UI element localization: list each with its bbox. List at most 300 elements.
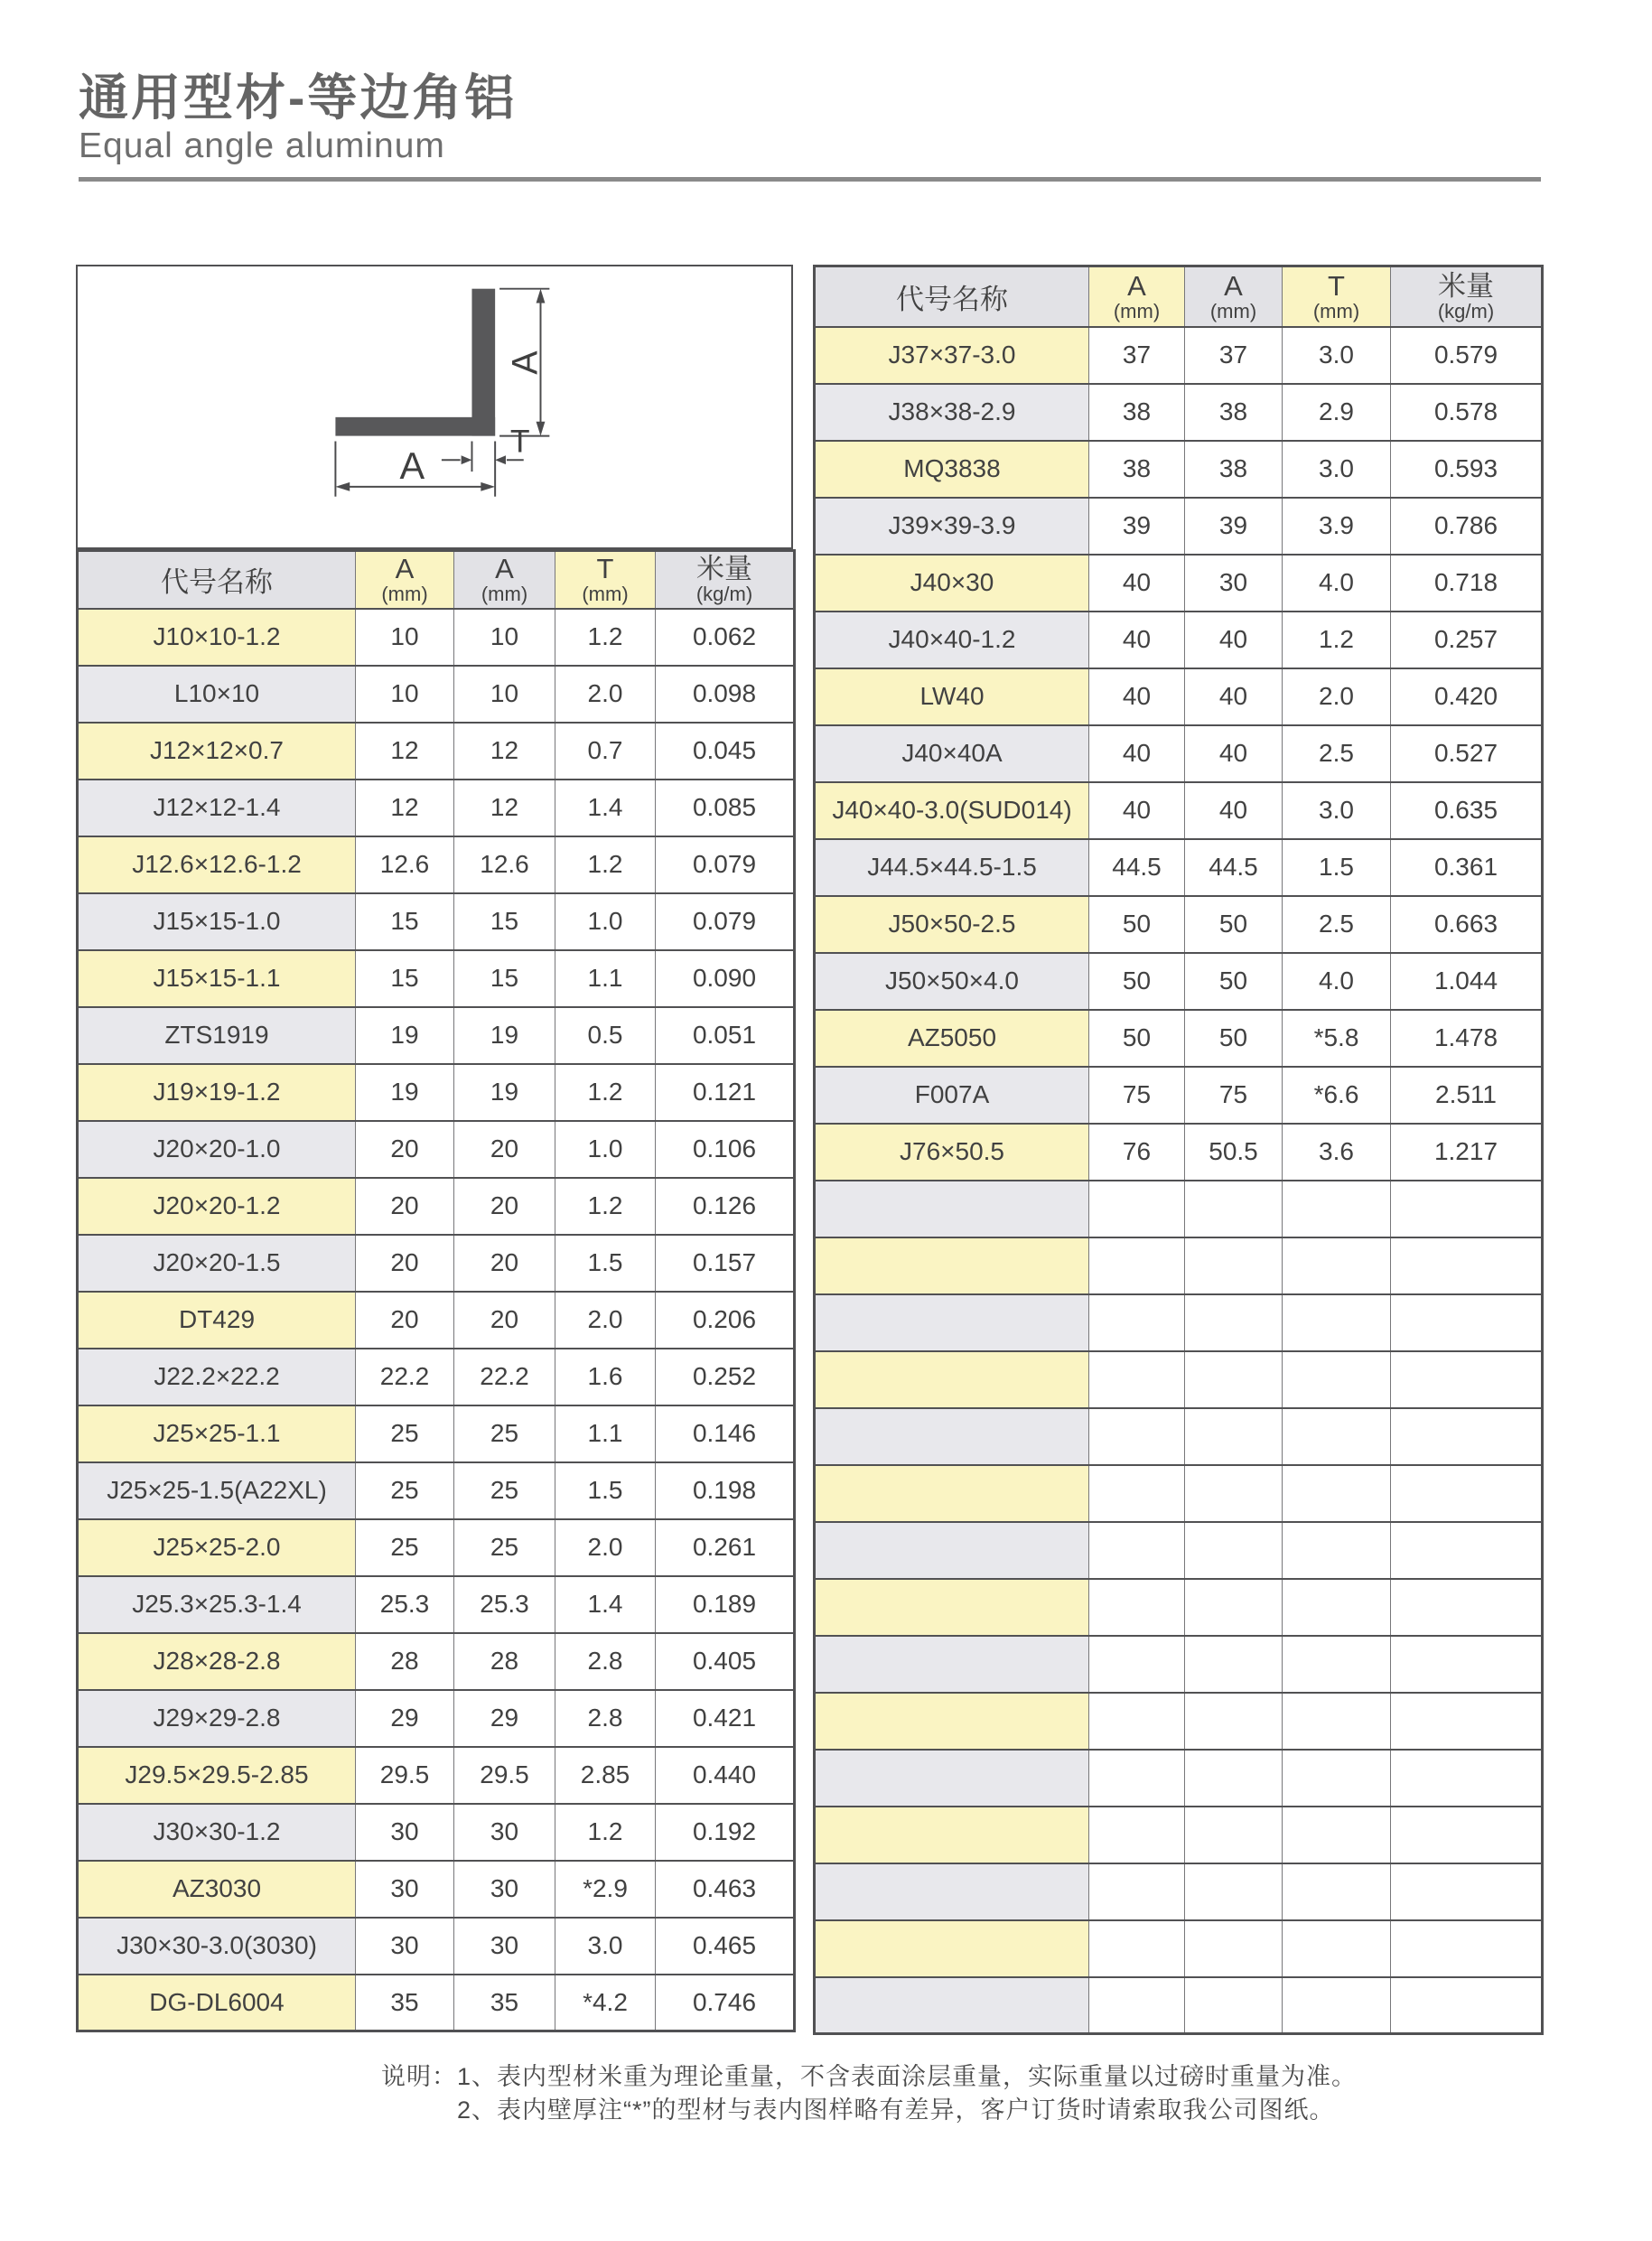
value-cell	[1089, 1465, 1185, 1522]
column-header-code: 代号名称	[815, 266, 1089, 327]
value-cell	[1391, 1294, 1543, 1351]
value-cell: 0.421	[656, 1690, 795, 1747]
value-cell: 29.5	[454, 1747, 555, 1804]
value-cell	[1089, 1807, 1185, 1863]
value-cell	[1185, 1522, 1283, 1579]
value-cell: 25	[356, 1405, 454, 1462]
value-cell: 37	[1089, 327, 1185, 384]
value-cell	[1391, 1181, 1543, 1237]
value-cell: 28	[356, 1633, 454, 1690]
value-cell	[1185, 1181, 1283, 1237]
value-cell: 3.0	[1283, 327, 1391, 384]
value-cell: 38	[1185, 384, 1283, 441]
column-header-t: T (mm)	[1283, 266, 1391, 327]
value-cell: 1.0	[555, 1121, 656, 1178]
profile-code-cell: J40×30	[815, 555, 1089, 612]
value-cell	[1391, 1807, 1543, 1863]
value-cell: 75	[1089, 1067, 1185, 1124]
value-cell: 35	[454, 1975, 555, 2031]
value-cell	[1089, 1294, 1185, 1351]
profile-code-cell: DT429	[78, 1292, 356, 1349]
table-row	[78, 1121, 795, 1178]
profile-code-cell: J12.6×12.6-1.2	[78, 836, 356, 893]
value-cell: 12.6	[356, 836, 454, 893]
value-cell	[1089, 1408, 1185, 1465]
column-header-a1: A (mm)	[356, 551, 454, 609]
header-row	[815, 266, 1543, 327]
table-row	[78, 950, 795, 1007]
value-cell: 20	[356, 1292, 454, 1349]
value-cell: 1.2	[555, 609, 656, 666]
value-cell: 0.062	[656, 609, 795, 666]
profile-code-cell: J19×19-1.2	[78, 1064, 356, 1121]
value-cell: 25	[356, 1462, 454, 1519]
value-cell: 38	[1089, 441, 1185, 498]
value-cell: *2.9	[555, 1861, 656, 1918]
value-cell: 38	[1185, 441, 1283, 498]
value-cell: 20	[356, 1235, 454, 1292]
value-cell: 0.7	[555, 723, 656, 780]
table-row	[815, 839, 1543, 896]
table-row	[815, 1010, 1543, 1067]
table-row	[78, 1405, 795, 1462]
value-cell: 12	[454, 723, 555, 780]
value-cell: 3.6	[1283, 1124, 1391, 1181]
value-cell: 30	[454, 1861, 555, 1918]
table-row	[815, 782, 1543, 839]
dim-label-horizontal-a: A	[399, 444, 425, 487]
title-divider	[79, 177, 1541, 182]
value-cell: 0.440	[656, 1747, 795, 1804]
value-cell: 1.2	[1283, 612, 1391, 668]
value-cell: 50	[1089, 896, 1185, 953]
notes	[381, 2060, 1357, 2127]
profile-code-cell	[815, 1579, 1089, 1636]
value-cell	[1283, 1522, 1391, 1579]
table-row	[78, 836, 795, 893]
value-cell	[1391, 1863, 1543, 1920]
value-cell: 20	[454, 1121, 555, 1178]
value-cell	[1185, 1807, 1283, 1863]
angle-vertical-leg	[471, 289, 495, 436]
value-cell: 12	[454, 780, 555, 836]
profile-code-cell: J28×28-2.8	[78, 1633, 356, 1690]
value-cell: 30	[356, 1861, 454, 1918]
value-cell: 1.2	[555, 1804, 656, 1861]
profile-code-cell	[815, 1807, 1089, 1863]
value-cell: 15	[356, 893, 454, 950]
profile-code-cell: LW40	[815, 668, 1089, 725]
value-cell	[1089, 1181, 1185, 1237]
value-cell	[1185, 1351, 1283, 1408]
value-cell: 1.5	[555, 1235, 656, 1292]
profile-code-cell: J20×20-1.5	[78, 1235, 356, 1292]
value-cell: 1.1	[555, 1405, 656, 1462]
profile-code-cell: F007A	[815, 1067, 1089, 1124]
table-row	[78, 1349, 795, 1405]
value-cell: 2.0	[555, 1519, 656, 1576]
profile-code-cell	[815, 1636, 1089, 1693]
value-cell: 0.420	[1391, 668, 1543, 725]
value-cell	[1283, 1693, 1391, 1750]
value-cell: 50	[1089, 1010, 1185, 1067]
value-cell: 1.2	[555, 836, 656, 893]
profile-code-cell: DG-DL6004	[78, 1975, 356, 2031]
profile-code-cell	[815, 1863, 1089, 1920]
value-cell: 2.511	[1391, 1067, 1543, 1124]
profile-code-cell: MQ3838	[815, 441, 1089, 498]
table-row	[78, 1292, 795, 1349]
table-row	[815, 327, 1543, 384]
value-cell: 20	[454, 1292, 555, 1349]
value-cell: 39	[1089, 498, 1185, 555]
profile-code-cell: L10×10	[78, 666, 356, 723]
value-cell: 2.0	[555, 1292, 656, 1349]
value-cell: 10	[454, 609, 555, 666]
value-cell	[1283, 1465, 1391, 1522]
value-cell: *4.2	[555, 1975, 656, 2031]
value-cell: 40	[1089, 668, 1185, 725]
column-header-t: T (mm)	[555, 551, 656, 609]
value-cell: 1.0	[555, 893, 656, 950]
value-cell	[1283, 1181, 1391, 1237]
profile-code-cell: J29×29-2.8	[78, 1690, 356, 1747]
value-cell: 40	[1089, 612, 1185, 668]
value-cell: 0.593	[1391, 441, 1543, 498]
table-row	[815, 896, 1543, 953]
value-cell: 0.192	[656, 1804, 795, 1861]
profile-code-cell: J76×50.5	[815, 1124, 1089, 1181]
dimension-lines	[335, 289, 549, 497]
value-cell: 0.121	[656, 1064, 795, 1121]
value-cell	[1283, 1408, 1391, 1465]
value-cell	[1283, 1750, 1391, 1807]
table-row	[815, 498, 1543, 555]
value-cell: 50	[1185, 953, 1283, 1010]
table-row	[815, 1294, 1543, 1351]
header-row	[78, 551, 795, 609]
value-cell: 19	[356, 1064, 454, 1121]
value-cell	[1185, 1693, 1283, 1750]
value-cell: 40	[1185, 668, 1283, 725]
table-row	[78, 1007, 795, 1064]
value-cell: 0.252	[656, 1349, 795, 1405]
value-cell: 40	[1089, 782, 1185, 839]
table-row	[78, 1462, 795, 1519]
table-row	[815, 1408, 1543, 1465]
value-cell: 40	[1089, 725, 1185, 782]
value-cell: 0.257	[1391, 612, 1543, 668]
profile-code-cell	[815, 1693, 1089, 1750]
value-cell: 0.405	[656, 1633, 795, 1690]
value-cell	[1089, 1863, 1185, 1920]
value-cell: 1.2	[555, 1178, 656, 1235]
table-row	[78, 1519, 795, 1576]
table-row	[78, 1747, 795, 1804]
table-row	[815, 1351, 1543, 1408]
value-cell: 2.5	[1283, 725, 1391, 782]
table-row	[815, 953, 1543, 1010]
value-cell: 0.079	[656, 893, 795, 950]
value-cell: 50.5	[1185, 1124, 1283, 1181]
value-cell: 40	[1185, 782, 1283, 839]
value-cell: 19	[454, 1007, 555, 1064]
table-row	[78, 1918, 795, 1975]
value-cell	[1391, 1636, 1543, 1693]
value-cell: 1.5	[555, 1462, 656, 1519]
value-cell: *5.8	[1283, 1010, 1391, 1067]
table-row	[78, 1804, 795, 1861]
table-row	[78, 1064, 795, 1121]
value-cell: 15	[356, 950, 454, 1007]
value-cell: 30	[1185, 555, 1283, 612]
value-cell: 0.079	[656, 836, 795, 893]
value-cell: 12	[356, 723, 454, 780]
value-cell: 20	[356, 1121, 454, 1178]
profile-code-cell: J22.2×22.2	[78, 1349, 356, 1405]
value-cell	[1391, 1977, 1543, 2034]
value-cell: 0.090	[656, 950, 795, 1007]
value-cell: 50	[1185, 1010, 1283, 1067]
value-cell: 0.051	[656, 1007, 795, 1064]
profile-code-cell	[815, 1920, 1089, 1977]
value-cell: 1.2	[555, 1064, 656, 1121]
value-cell: 44.5	[1089, 839, 1185, 896]
table-row	[815, 1636, 1543, 1693]
value-cell: 1.044	[1391, 953, 1543, 1010]
profile-code-cell: J40×40A	[815, 725, 1089, 782]
spec-table-left	[76, 549, 796, 2032]
value-cell: 1.1	[555, 950, 656, 1007]
value-cell: 0.157	[656, 1235, 795, 1292]
profile-code-cell	[815, 1237, 1089, 1294]
note-line-2: 2、表内壁厚注“*”的型材与表内图样略有差异，客户订货时请索取我公司图纸。	[457, 2096, 1335, 2124]
value-cell: 2.8	[555, 1633, 656, 1690]
value-cell: 30	[454, 1804, 555, 1861]
profile-code-cell: J20×20-1.0	[78, 1121, 356, 1178]
column-header-a2: A (mm)	[454, 551, 555, 609]
value-cell: 1.478	[1391, 1010, 1543, 1067]
value-cell: 10	[356, 609, 454, 666]
value-cell: 40	[1185, 612, 1283, 668]
value-cell: 20	[454, 1235, 555, 1292]
table-row	[78, 1178, 795, 1235]
value-cell: 0.578	[1391, 384, 1543, 441]
value-cell: 30	[356, 1918, 454, 1975]
table-row	[815, 384, 1543, 441]
value-cell: 25	[454, 1519, 555, 1576]
profile-code-cell	[815, 1351, 1089, 1408]
column-header-weight: 米量 (kg/m)	[1391, 266, 1543, 327]
value-cell	[1391, 1522, 1543, 1579]
value-cell: 10	[356, 666, 454, 723]
value-cell	[1089, 1636, 1185, 1693]
table-row	[815, 1863, 1543, 1920]
value-cell: 76	[1089, 1124, 1185, 1181]
table-row	[815, 1124, 1543, 1181]
profile-code-cell: J30×30-1.2	[78, 1804, 356, 1861]
value-cell: 4.0	[1283, 555, 1391, 612]
table-row	[78, 1576, 795, 1633]
value-cell: 0.463	[656, 1861, 795, 1918]
value-cell: 20	[454, 1178, 555, 1235]
table-row	[78, 1861, 795, 1918]
profile-code-cell: J37×37-3.0	[815, 327, 1089, 384]
value-cell	[1185, 1237, 1283, 1294]
value-cell: 1.6	[555, 1349, 656, 1405]
profile-code-cell: J10×10-1.2	[78, 609, 356, 666]
value-cell	[1283, 1977, 1391, 2034]
value-cell	[1391, 1579, 1543, 1636]
notes-lines	[457, 2060, 1357, 2127]
value-cell	[1089, 1237, 1185, 1294]
profile-code-cell	[815, 1522, 1089, 1579]
table-row	[815, 1693, 1543, 1750]
value-cell: 35	[356, 1975, 454, 2031]
page-title: 通用型材-等边角铝	[79, 70, 518, 126]
value-cell: 0.718	[1391, 555, 1543, 612]
value-cell: 0.5	[555, 1007, 656, 1064]
column-header-code: 代号名称	[78, 551, 356, 609]
page-subtitle: Equal angle aluminum	[79, 126, 445, 165]
value-cell	[1283, 1807, 1391, 1863]
value-cell: 0.465	[656, 1918, 795, 1975]
value-cell	[1089, 1977, 1185, 2034]
value-cell: *6.6	[1283, 1067, 1391, 1124]
value-cell: 12.6	[454, 836, 555, 893]
value-cell	[1089, 1750, 1185, 1807]
value-cell	[1185, 1636, 1283, 1693]
value-cell: 0.206	[656, 1292, 795, 1349]
value-cell: 37	[1185, 327, 1283, 384]
profile-code-cell: J39×39-3.9	[815, 498, 1089, 555]
value-cell: 3.0	[1283, 782, 1391, 839]
spec-table-right	[813, 265, 1544, 2035]
value-cell	[1283, 1294, 1391, 1351]
value-cell: 0.663	[1391, 896, 1543, 953]
profile-code-cell: J29.5×29.5-2.85	[78, 1747, 356, 1804]
profile-code-cell: J15×15-1.1	[78, 950, 356, 1007]
value-cell	[1185, 1977, 1283, 2034]
value-cell: 19	[356, 1007, 454, 1064]
table-row	[815, 555, 1543, 612]
profile-code-cell: J12×12-1.4	[78, 780, 356, 836]
value-cell: 2.85	[555, 1747, 656, 1804]
profile-code-cell: J50×50×4.0	[815, 953, 1089, 1010]
value-cell: 0.361	[1391, 839, 1543, 896]
value-cell	[1391, 1750, 1543, 1807]
profile-code-cell: ZTS1919	[78, 1007, 356, 1064]
value-cell: 22.2	[454, 1349, 555, 1405]
profile-code-cell: J40×40-1.2	[815, 612, 1089, 668]
table-row	[815, 1465, 1543, 1522]
value-cell	[1283, 1920, 1391, 1977]
value-cell: 22.2	[356, 1349, 454, 1405]
value-cell	[1283, 1351, 1391, 1408]
value-cell	[1391, 1237, 1543, 1294]
profile-code-cell: J25×25-1.5(A22XL)	[78, 1462, 356, 1519]
dim-label-thickness-t: T	[509, 423, 530, 460]
value-cell: 50	[1089, 953, 1185, 1010]
value-cell: 2.0	[1283, 668, 1391, 725]
value-cell: 1.5	[1283, 839, 1391, 896]
table-row	[815, 1522, 1543, 1579]
value-cell: 20	[356, 1178, 454, 1235]
value-cell	[1185, 1750, 1283, 1807]
value-cell	[1391, 1465, 1543, 1522]
table-row	[815, 1067, 1543, 1124]
value-cell	[1283, 1636, 1391, 1693]
profile-code-cell	[815, 1408, 1089, 1465]
dim-label-vertical-a: A	[505, 350, 546, 375]
value-cell: 0.085	[656, 780, 795, 836]
table-row	[78, 666, 795, 723]
value-cell: 28	[454, 1633, 555, 1690]
profile-code-cell: J30×30-3.0(3030)	[78, 1918, 356, 1975]
value-cell	[1185, 1579, 1283, 1636]
profile-code-cell: J25×25-1.1	[78, 1405, 356, 1462]
value-cell	[1391, 1693, 1543, 1750]
value-cell: 30	[356, 1804, 454, 1861]
table-row	[78, 893, 795, 950]
value-cell: 0.198	[656, 1462, 795, 1519]
table-row	[78, 1633, 795, 1690]
value-cell	[1391, 1408, 1543, 1465]
profile-code-cell: J12×12×0.7	[78, 723, 356, 780]
value-cell: 40	[1185, 725, 1283, 782]
table-row	[815, 1920, 1543, 1977]
value-cell: 2.5	[1283, 896, 1391, 953]
profile-code-cell: J25.3×25.3-1.4	[78, 1576, 356, 1633]
table-row	[78, 780, 795, 836]
profile-code-cell: J40×40-3.0(SUD014)	[815, 782, 1089, 839]
value-cell: 29.5	[356, 1747, 454, 1804]
table-row	[78, 1235, 795, 1292]
profile-code-cell	[815, 1181, 1089, 1237]
profile-code-cell	[815, 1977, 1089, 2034]
table-row	[78, 723, 795, 780]
profile-code-cell	[815, 1750, 1089, 1807]
column-header-a1: A (mm)	[1089, 266, 1185, 327]
value-cell: 0.746	[656, 1975, 795, 2031]
angle-profile-diagram	[76, 265, 793, 549]
value-cell: 3.0	[555, 1918, 656, 1975]
table-row	[815, 1579, 1543, 1636]
value-cell	[1283, 1237, 1391, 1294]
value-cell: 40	[1089, 555, 1185, 612]
table-row	[815, 725, 1543, 782]
value-cell: 1.217	[1391, 1124, 1543, 1181]
value-cell: 39	[1185, 498, 1283, 555]
value-cell: 15	[454, 893, 555, 950]
value-cell	[1185, 1863, 1283, 1920]
value-cell: 0.045	[656, 723, 795, 780]
notes-label: 说明：	[381, 2063, 457, 2090]
note-line-1: 1、表内型材米重为理论重量，不含表面涂层重量，实际重量以过磅时重量为准。	[457, 2063, 1358, 2090]
profile-code-cell: J50×50-2.5	[815, 896, 1089, 953]
value-cell: 2.8	[555, 1690, 656, 1747]
value-cell: 3.9	[1283, 498, 1391, 555]
value-cell: 2.0	[555, 666, 656, 723]
value-cell: 50	[1185, 896, 1283, 953]
angle-horizontal-leg	[335, 417, 495, 436]
value-cell: 0.786	[1391, 498, 1543, 555]
value-cell: 75	[1185, 1067, 1283, 1124]
profile-code-cell	[815, 1465, 1089, 1522]
value-cell	[1283, 1579, 1391, 1636]
value-cell: 0.146	[656, 1405, 795, 1462]
value-cell: 30	[454, 1918, 555, 1975]
